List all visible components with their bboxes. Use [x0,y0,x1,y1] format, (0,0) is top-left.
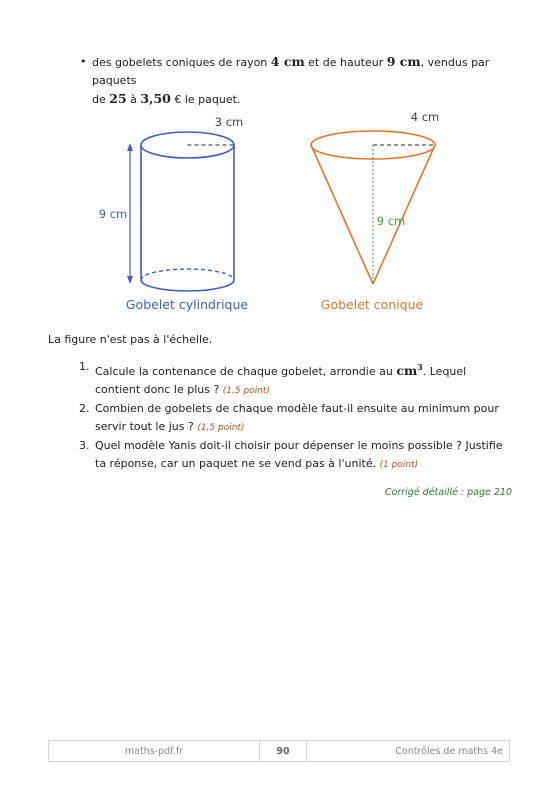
cylinder-height-label: 9 cm [98,207,128,221]
pack-price: 3,50 [140,91,171,106]
bullet-text: à [126,93,141,106]
pack-count: 25 [109,91,127,106]
unit-label: $cm^3$ [396,362,423,379]
cylinder-bottom-front [141,280,234,291]
cylinder-caption: Gobelet cylindrique [125,297,249,312]
bullet-text: de [92,93,110,106]
question-text: Quel modèle Yanis doit-il choisir pour dépenser le moins possible ? Justifie ta réponse, car un paquet ne se vend pas à l'unité. [95,439,503,471]
cone-radius-label: 4 cm [410,110,440,124]
question-item [48,400,508,437]
arrow-down-icon [127,276,133,284]
footer-page-number: 90 [259,741,307,761]
bullet-dot: • [80,55,87,68]
question-item [48,437,508,474]
cylinder-drawing [99,115,249,312]
cone-height-label: 9 cm [376,214,406,228]
bullet-text: , vendus par paquets [92,56,490,87]
question-number: 2. [79,402,90,416]
footer-site: maths-pdf.fr [124,745,184,757]
cylinder-radius-label: 3 cm [214,115,244,129]
points-badge: (1,5 point) [222,386,270,397]
bullet-text: des gobelets coniques de rayon [92,56,271,69]
question-number: 1. [79,360,90,373]
cone-drawing [311,110,439,312]
cone-height-value: 9 cm [386,54,421,69]
page-footer [48,740,510,762]
questions-list [48,358,508,474]
corrige-link[interactable]: Corrigé détaillé : page 210 [384,487,512,498]
question-text: Calcule la contenance de chaque gobelet, arrondie au [95,365,397,379]
points-badge: (1,5 point) [197,423,245,434]
cylinder-bottom-back [141,269,234,280]
footer-title: Contrôles de maths 4e [395,745,503,757]
question-number: 3. [79,439,90,453]
question-text: Combien de gobelets de chaque modèle faut-il ensuite au minimum pour servir tout le jus ? [95,402,499,434]
cone-radius-value: 4 cm [270,54,305,69]
scale-note: La figure n'est pas à l'échelle. [48,333,213,346]
question-item [48,358,508,400]
arrow-up-icon [127,143,133,151]
bullet-text: et de hauteur [304,56,387,69]
question-text: . Lequel contient donc le plus ? [95,365,467,397]
cone-left-side [311,145,373,284]
points-badge: (1 point) [379,460,419,471]
bullet-text: € le paquet. [170,93,241,106]
cone-caption: Gobelet conique [320,297,424,312]
cups-figure [0,0,560,330]
